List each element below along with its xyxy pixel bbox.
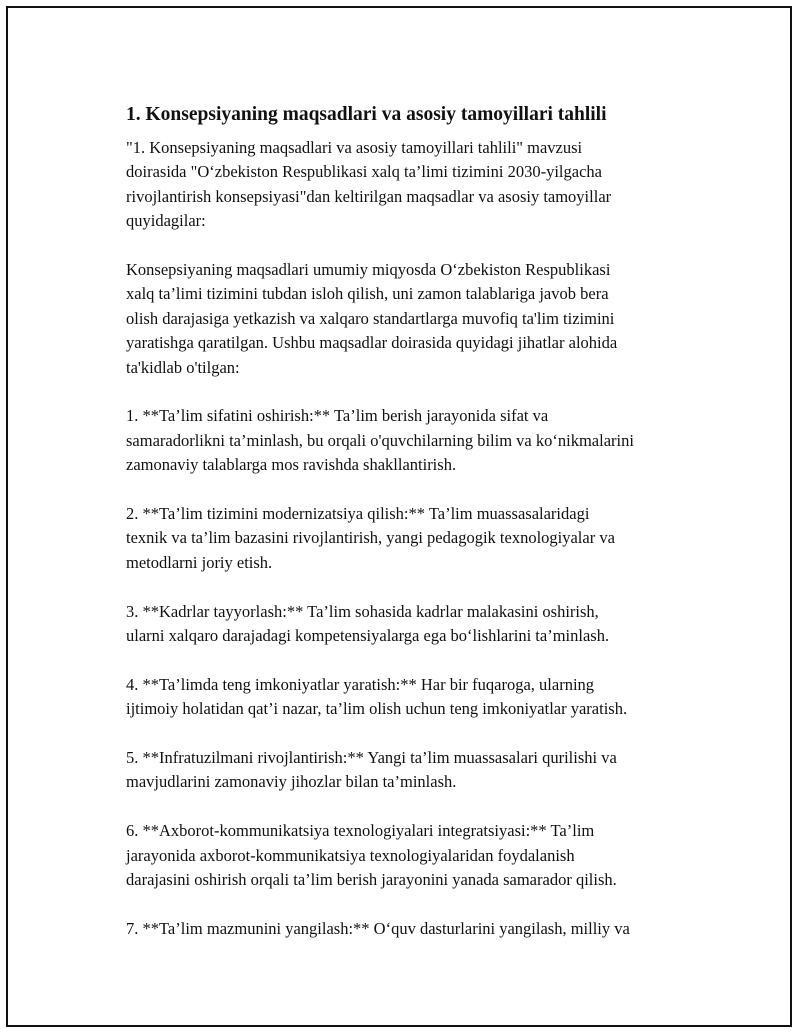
paragraph-goals <box>126 258 696 380</box>
paragraph-item-7 <box>126 917 696 941</box>
paragraph-item-4 <box>126 673 696 722</box>
text-line: 7. **Ta’lim mazmunini yangilash:** O‘quv dasturlarini yangilash, milliy va <box>126 918 630 938</box>
text-line: ta'kidlab o'tilgan: <box>126 357 240 377</box>
text-line: mavjudlarini zamonaviy jihozlar bilan ta’minlash. <box>126 772 457 792</box>
document-page <box>6 6 792 1027</box>
paragraph-intro <box>126 136 696 234</box>
text-line: 3. **Kadrlar tayyorlash:** Ta’lim sohasida kadrlar malakasini oshirish, <box>126 601 599 621</box>
text-line: jarayonida axborot-kommunikatsiya texnologiyalaridan foydalanish <box>126 845 575 865</box>
text-line: samaradorlikni ta’minlash, bu orqali o'quvchilarning bilim va ko‘nikmalarini <box>126 430 634 450</box>
text-line: 6. **Axborot-kommunikatsiya texnologiyalari integratsiyasi:** Ta’lim <box>126 821 595 841</box>
document-body <box>126 103 696 966</box>
text-line: 2. **Ta’lim tizimini modernizatsiya qilish:** Ta’lim muassasalaridagi <box>126 504 590 524</box>
text-line: xalq ta’limi tizimini tubdan isloh qilish, uni zamon talablariga javob bera <box>126 284 609 304</box>
text-line: olish darajasiga yetkazish va xalqaro standartlarga muvofiq ta'lim tizimini <box>126 308 615 328</box>
text-line: 1. **Ta’lim sifatini oshirish:** Ta’lim berish jarayonida sifat va <box>126 406 549 426</box>
text-line: doirasida "O‘zbekiston Respublikasi xalq ta’limi tizimini 2030-yilgacha <box>126 162 602 182</box>
text-line: zamonaviy talablarga mos ravishda shakllantirish. <box>126 455 457 475</box>
text-line: "1. Konsepsiyaning maqsadlari va asosiy tamoyillari tahlili" mavzusi <box>126 138 583 157</box>
document-heading: 1. Konsepsiyaning maqsadlari va asosiy tamoyillari tahlili <box>126 104 607 125</box>
text-line: rivojlantirish konsepsiyasi"dan keltirilgan maqsadlar va asosiy tamoyillar <box>126 186 612 206</box>
text-line: texnik va ta’lim bazasini rivojlantirish, yangi pedagogik texnologiyalar va <box>126 528 615 548</box>
text-line: 5. **Infratuzilmani rivojlantirish:** Yangi ta’lim muassasalari qurilishi va <box>126 748 617 768</box>
paragraph-item-3 <box>126 600 696 649</box>
text-line: yaratishga qaratilgan. Ushbu maqsadlar doirasida quyidagi jihatlar alohida <box>126 333 618 353</box>
paragraph-item-5 <box>126 746 696 795</box>
text-line: ularni xalqaro darajadagi kompetensiyalarga ega bo‘lishlarini ta’minlash. <box>126 626 610 646</box>
text-line: Konsepsiyaning maqsadlari umumiy miqyosda O‘zbekiston Respublikasi <box>126 260 611 280</box>
text-line: ijtimoiy holatidan qat’i nazar, ta’lim olish uchun teng imkoniyatlar yaratish. <box>126 699 628 719</box>
paragraph-item-6 <box>126 819 696 892</box>
paragraph-item-2 <box>126 502 696 575</box>
paragraph-item-1 <box>126 404 696 477</box>
text-line: quyidagilar: <box>126 211 206 231</box>
text-line: 4. **Ta’limda teng imkoniyatlar yaratish:** Har bir fuqaroga, ularning <box>126 674 595 694</box>
text-line: darajasini oshirish orqali ta’lim berish jarayonini yanada samarador qilish. <box>126 870 617 890</box>
text-line: metodlarni joriy etish. <box>126 552 273 572</box>
